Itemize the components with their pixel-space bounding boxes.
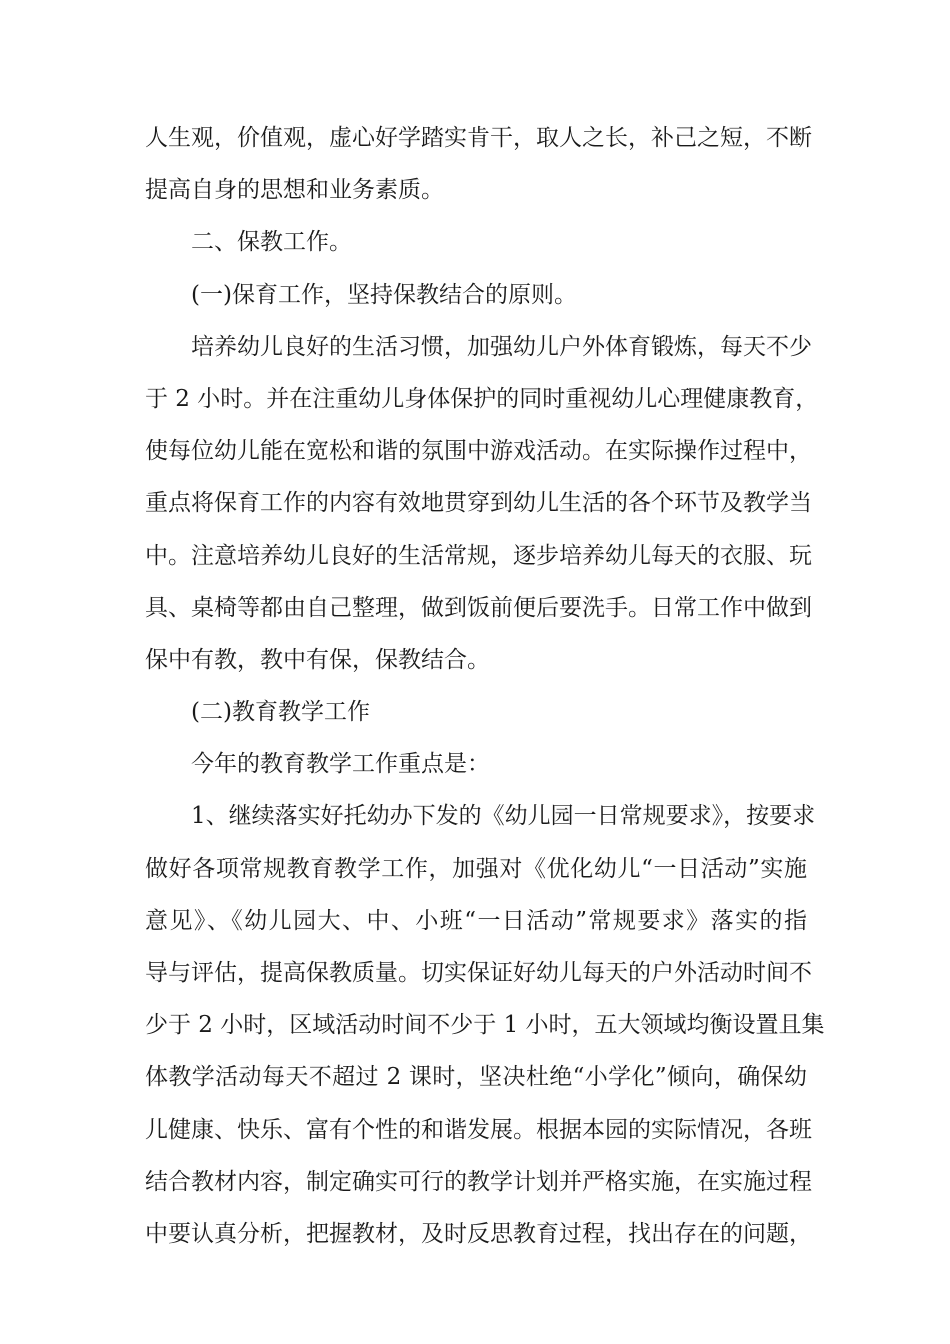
text-line: 少于 2 小时，区域活动时间不少于 1 小时，五大领域均衡设置且集: [145, 1012, 825, 1039]
text-line: 二、保教工作。: [191, 229, 352, 256]
text-line: 今年的教育教学工作重点是：: [191, 751, 490, 778]
text-line: 儿健康、快乐、富有个性的和谐发展。根据本园的实际情况，各班: [145, 1116, 812, 1143]
text-line: 提高自身的思想和业务素质。: [145, 177, 444, 204]
text-line: 体教学活动每天不超过 2 课时，坚决杜绝“小学化”倾向，确保幼: [145, 1064, 807, 1091]
text-line: 做好各项常规教育教学工作，加强对《优化幼儿“一日活动”实施: [145, 855, 807, 882]
text-line: 使每位幼儿能在宽松和谐的氛围中游戏活动。在实际操作过程中，: [145, 438, 812, 465]
text-line: 结合教材内容，制定确实可行的教学计划并严格实施，在实施过程: [145, 1168, 812, 1195]
text-line: 导与评估，提高保教质量。切实保证好幼儿每天的户外活动时间不: [145, 960, 812, 986]
text-line: (二)教育教学工作: [191, 699, 370, 726]
text-line: 保中有教，教中有保，保教结合。: [145, 646, 490, 673]
text-line: 1、继续落实好托幼办下发的《幼儿园一日常规要求》，按要求: [191, 803, 816, 830]
document-body: [145, 116, 825, 1264]
text-line: 重点将保育工作的内容有效地贯穿到幼儿生活的各个环节及教学当: [145, 490, 812, 517]
text-line: 中。注意培养幼儿良好的生活常规，逐步培养幼儿每天的衣服、玩: [145, 542, 812, 569]
text-line: 培养幼儿良好的生活习惯，加强幼儿户外体育锻炼，每天不少: [191, 333, 812, 360]
text-line: 于 2 小时。并在注重幼儿身体保护的同时重视幼儿心理健康教育，: [145, 385, 819, 412]
text-line: 中要认真分析，把握教材，及时反思教育过程，找出存在的问题，: [145, 1220, 812, 1247]
text-line: 具、桌椅等都由自己整理，做到饭前便后要洗手。日常工作中做到: [145, 594, 812, 621]
text-line: 意见》、《幼儿园大、中、小班“一日活动”常规要求》落实的指: [145, 907, 807, 934]
text-line: 人生观，价值观，虚心好学踏实肯干，取人之长，补己之短，不断: [145, 125, 812, 151]
text-line: (一)保育工作，坚持保教结合的原则。: [191, 281, 577, 308]
